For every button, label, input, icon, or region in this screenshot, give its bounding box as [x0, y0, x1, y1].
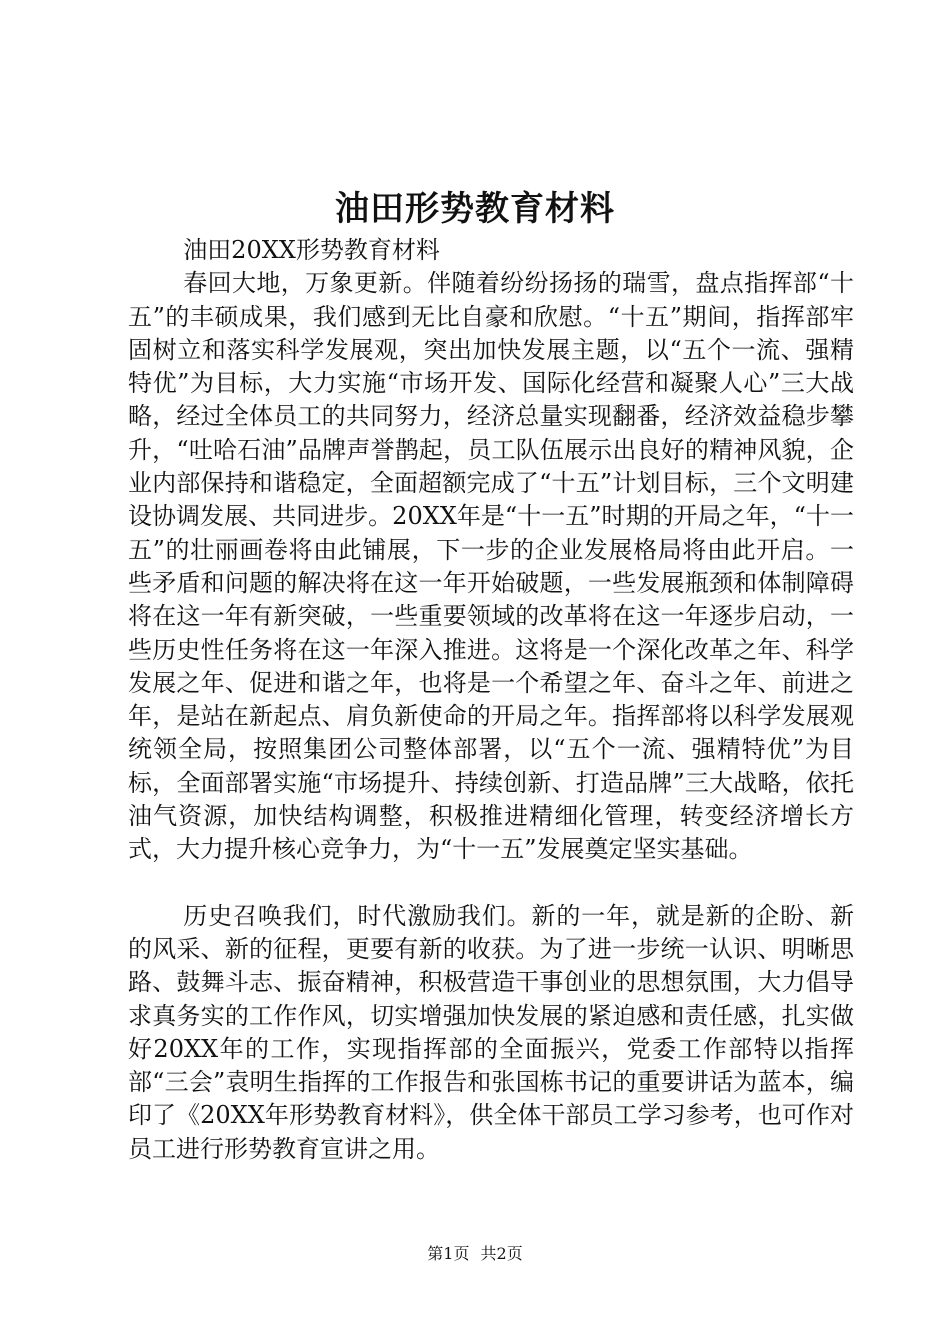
- document-subtitle: 油田20XX形势教育材料: [183, 236, 440, 264]
- paragraph-2: 历史召唤我们，时代激励我们。新的一年，就是新的企盼、新的风采、新的征程，更要有新的收获。为了进一步统一认识、明晰思路、鼓舞斗志、振奋精神，积极营造干事创业的思想氛围，大力倡导求真务实的工作作风，切实增强加快发展的紧迫感和责任感，扎实做好20XX年的工作，实现指挥部的全面振兴，党委工作部特以指挥部“三会”袁明生指挥的工作报告和张国栋书记的重要讲话为蓝本，编印了《20XX年形势教育材料》，供全体干部员工学习参考，也可作对员工进行形势教育宣讲之用。: [128, 901, 854, 1163]
- paragraph-1: 春回大地，万象更新。伴随着纷纷扬扬的瑞雪，盘点指挥部“十五”的丰硕成果，我们感到无比自豪和欣慰。“十五”期间，指挥部牢固树立和落实科学发展观，突出加快发展主题，以“五个一流、强精特优”为目标，大力实施“市场开发、国际化经营和凝聚人心”三大战略，经过全体员工的共同努力，经济总量实现翻番，经济效益稳步攀升，“吐哈石油”品牌声誉鹊起，员工队伍展示出良好的精神风貌，企业内部保持和谐稳定，全面超额完成了“十五”计划目标，三个文明建设协调发展、共同进步。20XX年是“十一五”时期的开局之年，“十一五”的壮丽画卷将由此铺展，下一步的企业发展格局将由此开启。一些矛盾和问题的解决将在这一年开始破题，一些发展瓶颈和体制障碍将在这一年有新突破，一些重要领域的改革将在这一年逐步启动，一些历史性任务将在这一年深入推进。这将是一个深化改革之年、科学发展之年、促进和谐之年，也将是一个希望之年、奋斗之年、前进之年，是站在新起点、肩负新使命的开局之年。指挥部将以科学发展观统领全局，按照集团公司整体部署，以“五个一流、强精特优”为目标，全面部署实施“市场提升、持续创新、打造品牌”三大战略，依托油气资源，加快结构调整，积极推进精细化管理，转变经济增长方式，大力提升核心竞争力，为“十一五”发展奠定坚实基础。: [128, 269, 854, 864]
- page-total: 共2页: [480, 1244, 523, 1263]
- page-number: 第1页: [427, 1244, 470, 1263]
- document-body: [128, 234, 854, 1166]
- document-title: 油田形势教育材料: [335, 189, 615, 229]
- page-footer: [0, 1243, 950, 1265]
